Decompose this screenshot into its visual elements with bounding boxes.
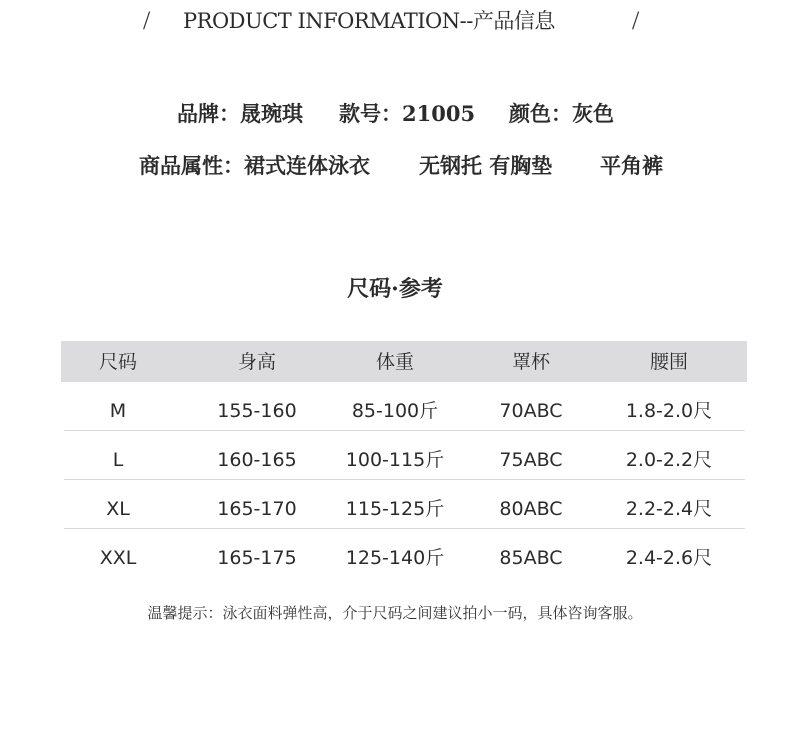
- column-header-weight: 体重: [375, 351, 414, 373]
- feature-padding-label: 无钢托 有胸垫: [419, 153, 553, 178]
- table-cell-height: 155-160: [217, 400, 297, 422]
- table-cell-height: 165-170: [217, 498, 297, 520]
- table-cell-size: XL: [106, 498, 130, 520]
- table-cell-cup: 75ABC: [499, 449, 563, 471]
- table-cell-weight: 125-140斤: [345, 547, 445, 569]
- header-left-slash: /: [143, 6, 151, 35]
- column-header-cup: 罩杯: [511, 351, 550, 373]
- section-header: [0, 6, 790, 36]
- header-right-slash: /: [632, 6, 640, 35]
- table-row: [61, 431, 747, 480]
- attributes-label: 商品属性：裙式连体泳衣: [139, 153, 370, 178]
- table-row: [61, 382, 747, 431]
- table-cell-height: 165-175: [217, 547, 297, 569]
- table-cell-waist: 2.2-2.4尺: [625, 498, 713, 520]
- table-cell-height: 160-165: [217, 449, 297, 471]
- table-cell-weight: 85-100斤: [351, 400, 439, 422]
- column-header-size: 尺码: [98, 351, 137, 373]
- feature-shorts-label: 平角裤: [600, 153, 663, 178]
- brand-label: 品牌：晟琬琪: [177, 101, 303, 126]
- table-cell-size: L: [112, 449, 124, 471]
- color-label: 颜色：灰色: [509, 101, 614, 126]
- sizing-tip-note: 温馨提示：泳衣面料弹性高，介于尺码之间建议拍小一码，具体咨询客服。: [147, 604, 643, 622]
- table-row: [61, 480, 747, 529]
- size-table: [61, 341, 747, 578]
- table-cell-size: M: [109, 400, 127, 422]
- table-cell-cup: 80ABC: [499, 498, 563, 520]
- table-cell-weight: 100-115斤: [345, 449, 445, 471]
- table-cell-waist: 2.0-2.2尺: [625, 449, 713, 471]
- size-table-header: [61, 341, 747, 382]
- table-row: [61, 529, 747, 578]
- table-cell-cup: 85ABC: [499, 547, 563, 569]
- table-cell-waist: 1.8-2.0尺: [625, 400, 713, 422]
- size-chart-title: 尺码·参考: [347, 276, 443, 302]
- table-cell-cup: 70ABC: [499, 400, 563, 422]
- model-label: 款号：21005: [339, 101, 476, 126]
- column-header-height: 身高: [237, 351, 276, 373]
- table-cell-size: XXL: [99, 547, 137, 569]
- column-header-waist: 腰围: [649, 351, 688, 373]
- table-cell-waist: 2.4-2.6尺: [625, 547, 713, 569]
- header-title: PRODUCT INFORMATION--产品信息: [183, 9, 555, 33]
- table-cell-weight: 115-125斤: [345, 498, 445, 520]
